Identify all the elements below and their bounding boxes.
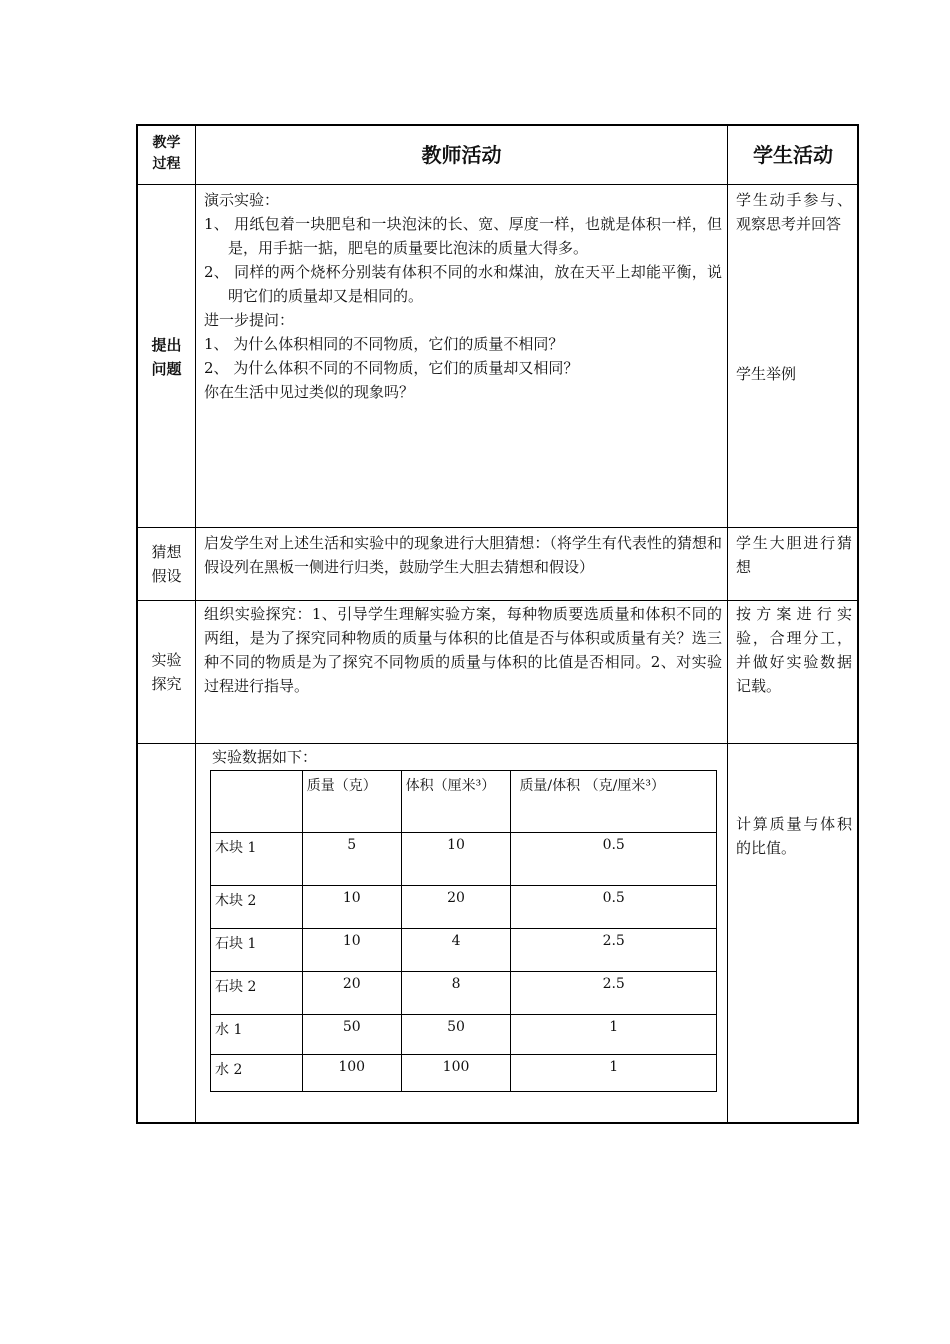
row-divider [138,600,857,601]
cell-ratio: 1 [511,1015,717,1055]
demo-intro: 演示实验： [204,191,280,209]
phase-guess [138,540,195,588]
lesson-plan-table [136,124,859,1124]
cell-ratio: 0.5 [511,833,717,886]
header-process [138,126,195,184]
phase-ask-line2: 问题 [151,360,182,378]
data-caption: 实验数据如下： [212,748,318,766]
cell-material: 木块 1 [211,833,303,886]
column-header-mass: 质量（克） [302,771,401,833]
cell-mass: 10 [302,929,401,972]
experiment-data-table [210,770,717,1092]
student-ask-examples: 学生举例 [736,365,797,383]
cell-ratio: 1 [511,1055,717,1092]
header-process-line2: 过程 [152,156,181,172]
cell-volume: 100 [401,1055,511,1092]
table-row [211,886,717,929]
teacher-guess-content: 启发学生对上述生活和实验中的现象进行大胆猜想：（将学生有代表性的猜想和假设列在黑板一侧进行归类，鼓励学生大胆去猜想和假设） [204,534,722,576]
phase-explore [138,648,195,696]
cell-volume: 20 [401,886,511,929]
cell-material: 石块 2 [211,972,303,1015]
cell-volume: 10 [401,833,511,886]
cell-ratio: 2.5 [511,929,717,972]
student-guess-content: 学生大胆进行猜想 [736,534,852,576]
cell-material: 石块 1 [211,929,303,972]
table-row [211,929,717,972]
further-question-intro: 进一步提问： [204,311,295,329]
student-ask-participate: 学生动手参与、观察思考并回答 [736,191,852,233]
phase-guess-line1: 猜想 [151,543,182,561]
table-row [211,972,717,1015]
cell-ratio: 0.5 [511,886,717,929]
row-divider [138,743,857,744]
table-row [211,1055,717,1092]
question-3: 你在生活中见过类似的现象吗？ [204,383,415,401]
question-2: 2、 为什么体积不同的不同物质，它们的质量却又相同？ [204,359,579,377]
table-header-row [211,771,717,833]
column-header-blank [211,771,303,833]
cell-volume: 8 [401,972,511,1015]
column-header-ratio: 质量/体积 （克/厘米³） [511,771,717,833]
teacher-explore-content: 组织实验探究：1、引导学生理解实验方案，每种物质要选质量和体积不同的两组，是为了探究同种物质的质量与体积的比值是否与体积或质量有关？选三种不同的物质是为了探究不同物质的质量与体积的比值是否相同。2、对实验过程进行指导。 [204,605,722,695]
phase-explore-line2: 探究 [151,675,182,693]
cell-mass: 5 [302,833,401,886]
teacher-ask-content [204,188,722,404]
cell-volume: 50 [401,1015,511,1055]
header-process-line1: 教学 [152,135,181,151]
phase-explore-line1: 实验 [151,651,182,669]
cell-mass: 50 [302,1015,401,1055]
column-divider [727,126,728,1122]
cell-material: 木块 2 [211,886,303,929]
cell-ratio: 2.5 [511,972,717,1015]
header-student-activity: 学生活动 [753,143,833,167]
cell-material: 水 2 [211,1055,303,1092]
phase-ask-line1: 提出 [151,336,182,354]
table-row [211,833,717,886]
cell-mass: 100 [302,1055,401,1092]
phase-ask [138,333,195,381]
demo-item-2: 2、 同样的两个烧杯分别装有体积不同的水和煤油，放在天平上却能平衡，说明它们的质量却又是相同的。 [204,263,722,305]
cell-mass: 20 [302,972,401,1015]
phase-guess-line2: 假设 [151,567,182,585]
row-divider [138,184,857,185]
table-row [211,1015,717,1055]
column-divider [195,126,196,1122]
question-1: 1、 为什么体积相同的不同物质，它们的质量不相同？ [204,335,564,353]
student-explore-content: 按方案进行实验，合理分工，并做好实验数据记载。 [736,605,852,695]
column-header-volume: 体积（厘米³） [401,771,511,833]
demo-item-1: 1、 用纸包着一块肥皂和一块泡沫的长、宽、厚度一样，也就是体积一样，但是，用手掂一掂，肥皂的质量要比泡沫的质量大得多。 [204,215,722,257]
header-teacher-activity: 教师活动 [421,143,502,167]
cell-material: 水 1 [211,1015,303,1055]
cell-mass: 10 [302,886,401,929]
row-divider [138,527,857,528]
student-data-content: 计算质量与体积的比值。 [736,815,852,857]
cell-volume: 4 [401,929,511,972]
